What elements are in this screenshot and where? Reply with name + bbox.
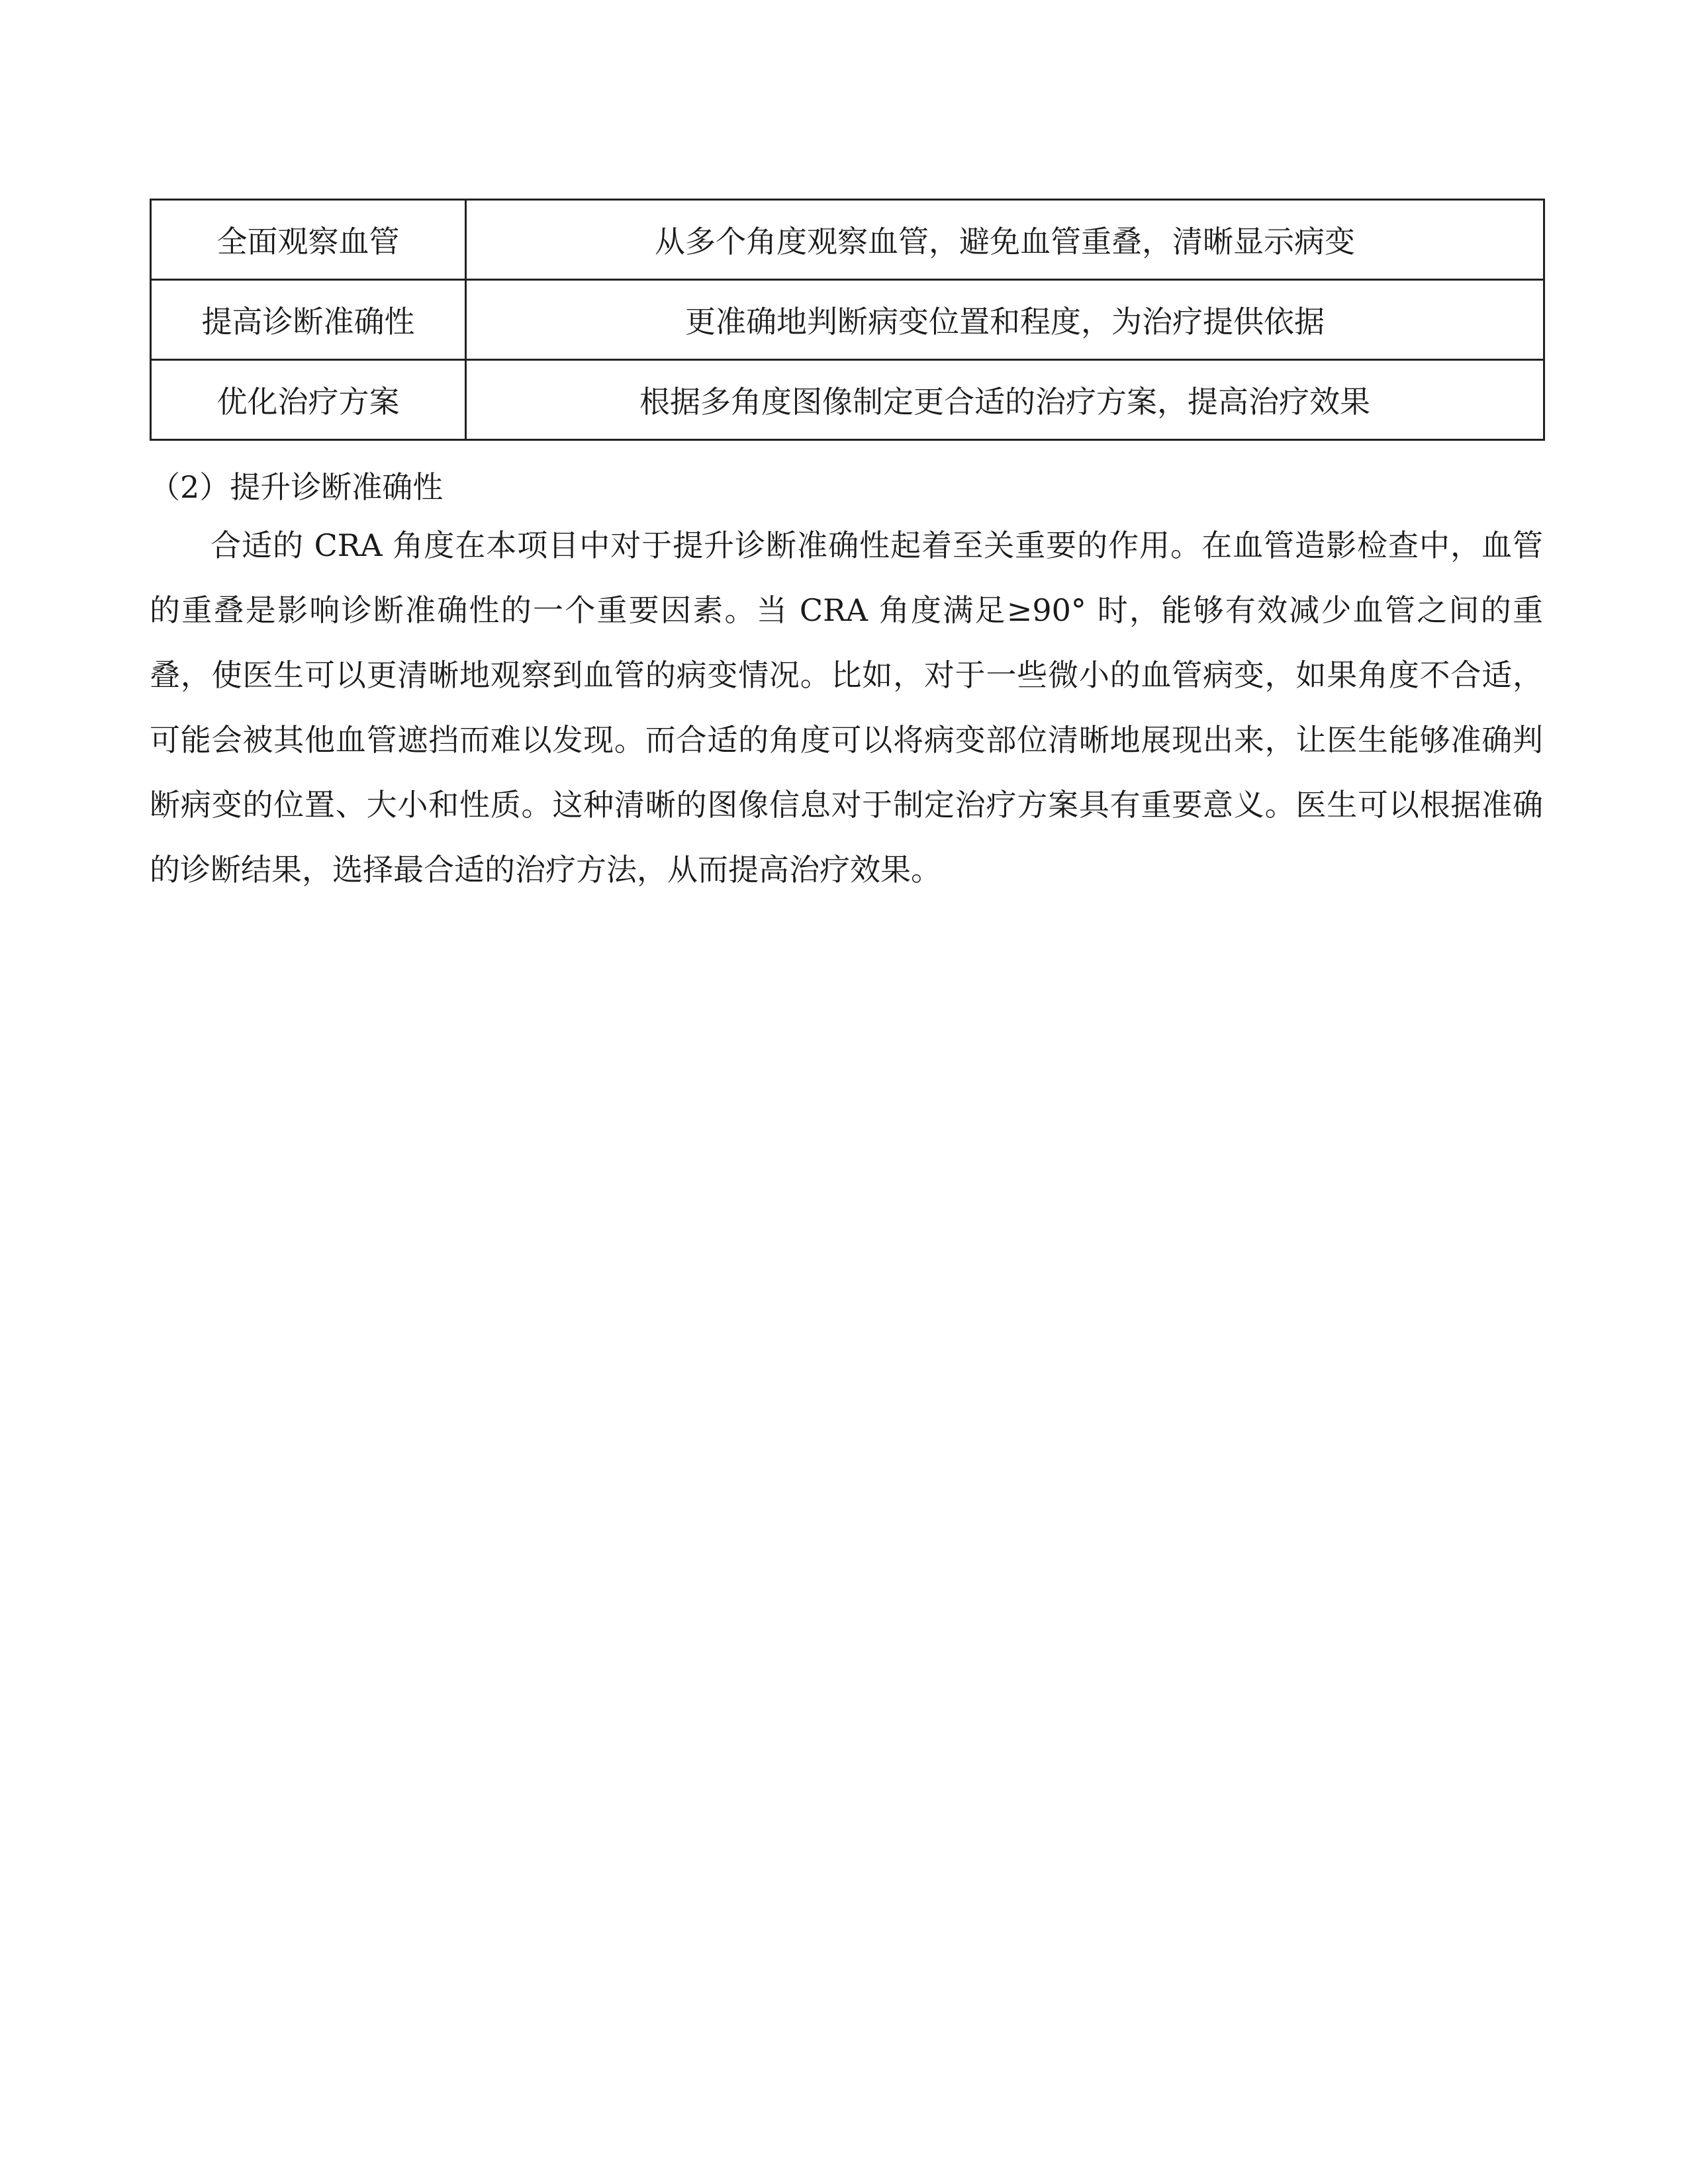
table-row bbox=[151, 360, 1544, 440]
body-paragraph: 合适的 CRA 角度在本项目中对于提升诊断准确性起着至关重要的作用。在血管造影检查中，血管的重叠是影响诊断准确性的一个重要因素。当 CRA 角度满足≥90° 时，能够有效减少血管之间的重叠，使医生可以更清晰地观察到血管的病变情况。比如，对于一些微小的血管病变，如果角度不合适，可能会被其他血管遮挡而难以发现。而合适的角度可以将病变部位清晰地展现出来，让医生能够准确判断病变的位置、大小和性质。这种清晰的图像信息对于制定治疗方案具有重要意义。医生可以根据准确的诊断结果，选择最合适的治疗方法，从而提高治疗效果。 bbox=[150, 527, 1543, 887]
multi-angle-benefits-table bbox=[150, 199, 1545, 441]
table-cell-item: 提高诊断准确性 bbox=[151, 280, 466, 360]
table-cell-description: 根据多角度图像制定更合适的治疗方案，提高治疗效果 bbox=[466, 360, 1544, 440]
table-cell-description: 更准确地判断病变位置和程度，为治疗提供依据 bbox=[466, 280, 1544, 360]
table-cell-item: 全面观察血管 bbox=[151, 200, 466, 280]
table-cell-item: 优化治疗方案 bbox=[151, 360, 466, 440]
table-row bbox=[151, 200, 1544, 280]
table-cell-description: 从多个角度观察血管，避免血管重叠，清晰显示病变 bbox=[466, 200, 1544, 280]
section-heading: （2）提升诊断准确性 bbox=[150, 469, 444, 505]
table-row bbox=[151, 280, 1544, 360]
